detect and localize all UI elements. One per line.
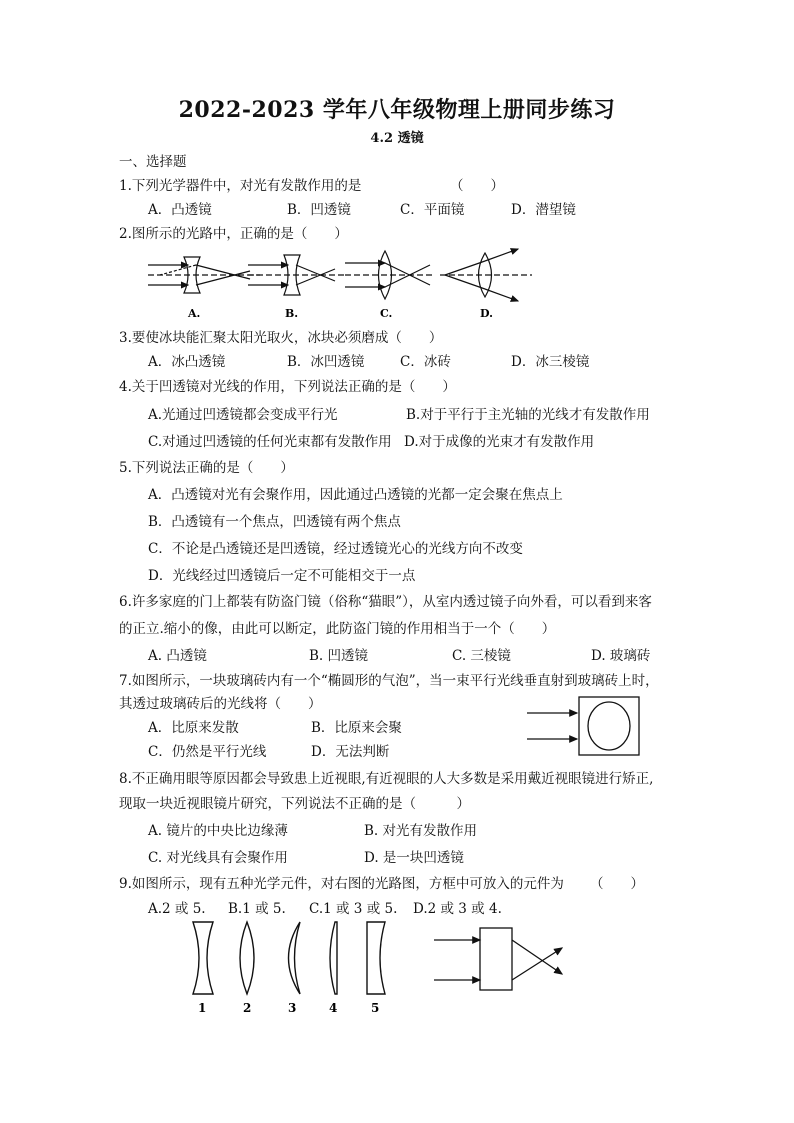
q3-stem: 3.要使冰块能汇聚太阳光取火，冰块必须磨成（ ） — [119, 330, 443, 346]
q2-figure-a — [148, 257, 260, 293]
q2-lens-figure — [140, 245, 540, 321]
q2-figure-c — [345, 251, 432, 299]
q1-option-a: A．凸透镜 — [148, 202, 212, 218]
q5-option-d: D．光线经过凹透镜后一定不可能相交于一点 — [148, 568, 416, 584]
section-heading: 一、选择题 — [119, 154, 187, 170]
element-label-1: 1 — [198, 1001, 207, 1015]
q5-option-a: A．凸透镜对光有会聚作用，因此通过凸透镜的光都一定会聚在焦点上 — [148, 487, 563, 503]
q9-light-path-figure — [430, 918, 580, 998]
q7-stem-line-1: 7.如图所示，一块玻璃砖内有一个“椭圆形的气泡”，当一束平行光线垂直射到玻璃砖上时， — [119, 673, 659, 689]
q9-optical-elements-figure — [185, 918, 395, 1018]
q6-option-b: B. 凹透镜 — [309, 648, 369, 664]
q7-option-c: C．仍然是平行光线 — [148, 744, 267, 760]
q9-stem: 9.如图所示，现有五种光学元件，对右图的光路图，方框中可放入的元件为 — [119, 876, 564, 892]
element-5-plano-concave — [367, 922, 385, 994]
q2-figure-label-b: B. — [285, 307, 299, 320]
q9-option-a: A.2 或 5. — [148, 901, 206, 917]
q9-bracket: （ ） — [590, 876, 644, 892]
q7-stem-line-2: 其透过玻璃砖后的光线将（ ） — [119, 696, 322, 712]
q1-option-c: C．平面镜 — [400, 202, 465, 218]
element-4-plano-convex — [330, 922, 337, 994]
q4-stem: 4.关于凹透镜对光线的作用，下列说法正确的是（ ） — [119, 379, 456, 395]
element-label-5: 5 — [371, 1001, 380, 1015]
element-2-biconvex — [240, 922, 254, 994]
page-title: 2022-2023 学年八年级物理上册同步练习 — [178, 97, 616, 123]
q3-option-b: B．冰凹透镜 — [287, 354, 365, 370]
q2-figure-d — [440, 249, 532, 301]
q2-figure-b — [248, 255, 345, 295]
q8-option-b: B. 对光有发散作用 — [364, 823, 478, 839]
element-label-4: 4 — [329, 1001, 338, 1015]
q2-figure-label-d: D. — [480, 307, 493, 320]
q7-glass-brick-figure — [522, 694, 647, 760]
q9-option-d: D.2 或 3 或 4. — [413, 901, 502, 917]
q8-option-d: D. 是一块凹透镜 — [364, 850, 464, 866]
q3-option-c: C．冰砖 — [400, 354, 451, 370]
q6-option-d: D. 玻璃砖 — [591, 648, 651, 664]
q7-option-b: B．比原来会聚 — [311, 720, 402, 736]
q9-option-c: C.1 或 3 或 5. — [309, 901, 398, 917]
element-3-meniscus — [289, 922, 301, 994]
q9-option-b: B.1 或 5. — [228, 901, 286, 917]
q5-stem: 5.下列说法正确的是（ ） — [119, 460, 294, 476]
q2-figure-label-c: C. — [380, 307, 393, 320]
q2-stem: 2.图所示的光路中，正确的是（ ） — [119, 226, 348, 242]
element-label-3: 3 — [288, 1001, 297, 1015]
q4-option-b: B.对于平行于主光轴的光线才有发散作用 — [406, 407, 650, 423]
q7-option-a: A．比原来发散 — [148, 720, 239, 736]
q4-option-a: A.光通过凹透镜都会变成平行光 — [148, 407, 338, 423]
q2-figure-label-a: A. — [188, 307, 201, 320]
q6-option-c: C. 三棱镜 — [452, 648, 511, 664]
q8-stem-line-1: 8.不正确用眼等原因都会导致患上近视眼,有近视眼的人大多数是采用戴近视眼镜进行矫正, — [119, 771, 654, 787]
page-subtitle: 4.2 透镜 — [370, 131, 424, 146]
q8-option-c: C. 对光线具有会聚作用 — [148, 850, 288, 866]
element-label-2: 2 — [243, 1001, 252, 1015]
q6-option-a: A. 凸透镜 — [148, 648, 207, 664]
q1-option-b: B．凹透镜 — [287, 202, 351, 218]
q5-option-c: C．不论是凸透镜还是凹透镜，经过透镜光心的光线方向不改变 — [148, 541, 523, 557]
element-1-biconcave — [193, 922, 213, 994]
q6-stem-line-1: 6.许多家庭的门上都装有防盗门镜（俗称“猫眼”），从室内透过镜子向外看，可以看到来客 — [119, 594, 652, 610]
elliptical-bubble — [588, 702, 630, 750]
q1-option-d: D．潜望镜 — [511, 202, 576, 218]
q1-bracket: （ ） — [450, 178, 504, 194]
q8-stem-line-2: 现取一块近视眼镜片研究，下列说法不正确的是（ ） — [119, 796, 470, 812]
q6-stem-line-2: 的正立.缩小的像，由此可以断定，此防盗门镜的作用相当于一个（ ） — [119, 621, 556, 637]
q7-option-d: D．无法判断 — [311, 744, 390, 760]
q4-option-d: D.对于成像的光束才有发散作用 — [404, 434, 595, 450]
q4-option-c: C.对通过凹透镜的任何光束都有发散作用 — [148, 434, 392, 450]
q1-stem: 1.下列光学器件中，对光有发散作用的是 — [119, 178, 362, 194]
q9-empty-box — [480, 928, 512, 990]
q3-option-a: A．冰凸透镜 — [148, 354, 226, 370]
q8-option-a: A. 镜片的中央比边缘薄 — [148, 823, 288, 839]
q3-option-d: D．冰三棱镜 — [511, 354, 590, 370]
q5-option-b: B．凸透镜有一个焦点，凹透镜有两个焦点 — [148, 514, 401, 530]
